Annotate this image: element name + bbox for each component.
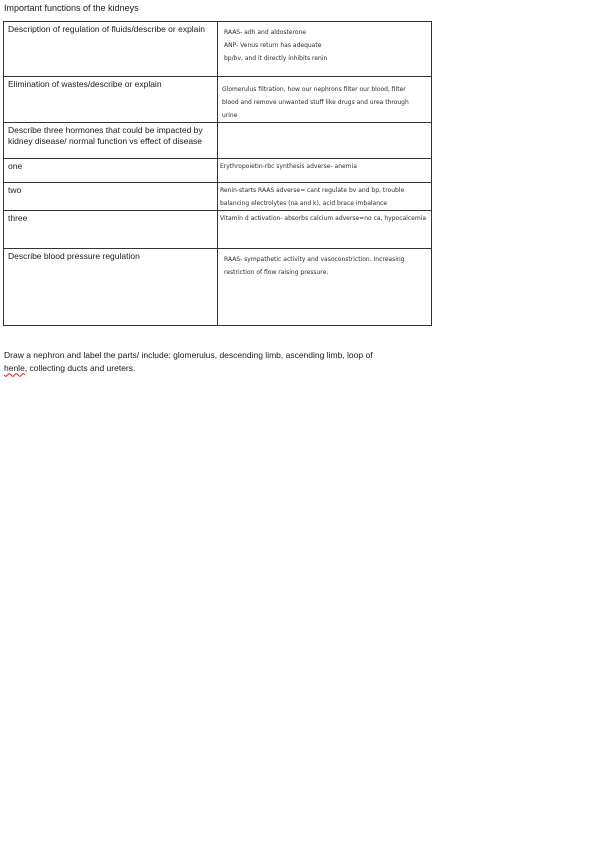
instruction-line: Draw a nephron and label the parts/ include: glomerulus, descending limb, ascending limb, loop of: [4, 350, 373, 360]
answer-line: restriction of flow raising pressure.: [224, 269, 329, 276]
instruction-line: [4, 362, 424, 375]
answer-cell[interactable]: [218, 22, 432, 77]
answer-cell[interactable]: [218, 183, 432, 211]
answer-line: urine: [222, 112, 238, 119]
table-row: [4, 77, 432, 123]
table-row: [4, 249, 432, 326]
answer-line: ANP- Venus return has adequate: [224, 42, 322, 49]
table-row: [4, 123, 432, 159]
prompt-cell: Describe blood pressure regulation: [4, 249, 218, 326]
misspelled-word[interactable]: henle: [4, 362, 25, 373]
instruction-text: , collecting ducts and ureters.: [24, 362, 136, 373]
answer-line: blood and remove unwanted stuff like drugs and urea through: [222, 99, 409, 106]
answer-line: RAAS- adh and aldosterone: [224, 29, 307, 36]
prompt-cell: Describe three hormones that could be impacted by kidney disease/ normal function vs effect of disease: [4, 123, 218, 159]
answer-line: bp/bv, and it directly inhibits renin: [224, 55, 328, 62]
prompt-cell: Description of regulation of fluids/describe or explain: [4, 22, 218, 77]
table-row: [4, 211, 432, 249]
answer-line: Erythropoietin-rbc synthesis adverse- anemia: [220, 163, 357, 170]
answer-line: RAAS- sympathetic activity and vasoconstriction. Increasing: [224, 256, 405, 263]
answer-cell[interactable]: [218, 123, 432, 159]
prompt-cell: three: [4, 211, 218, 249]
answer-line: balancing electrolytes (na and k), acid brace imbalance: [220, 200, 388, 207]
worksheet-table: [3, 21, 432, 326]
answer-cell[interactable]: [218, 159, 432, 183]
answer-line: Vitamin d activation- absorbs calcium adverse=no ca, hypocalcemia: [220, 215, 427, 222]
prompt-cell: one: [4, 159, 218, 183]
answer-line: Renin-starts RAAS adverse= cant regulate bv and bp, trouble: [220, 187, 405, 194]
prompt-cell: two: [4, 183, 218, 211]
answer-line: Glomerulus filtration, how our nephrons filter our blood, filter: [222, 86, 406, 93]
table-row: [4, 159, 432, 183]
drawing-instruction: [4, 349, 424, 374]
page-title: Important functions of the kidneys: [4, 3, 139, 13]
table-row: [4, 183, 432, 211]
answer-cell[interactable]: [218, 249, 432, 326]
answer-cell[interactable]: [218, 77, 432, 123]
answer-cell[interactable]: [218, 211, 432, 249]
prompt-cell: Elimination of wastes/describe or explain: [4, 77, 218, 123]
table-row: [4, 22, 432, 77]
